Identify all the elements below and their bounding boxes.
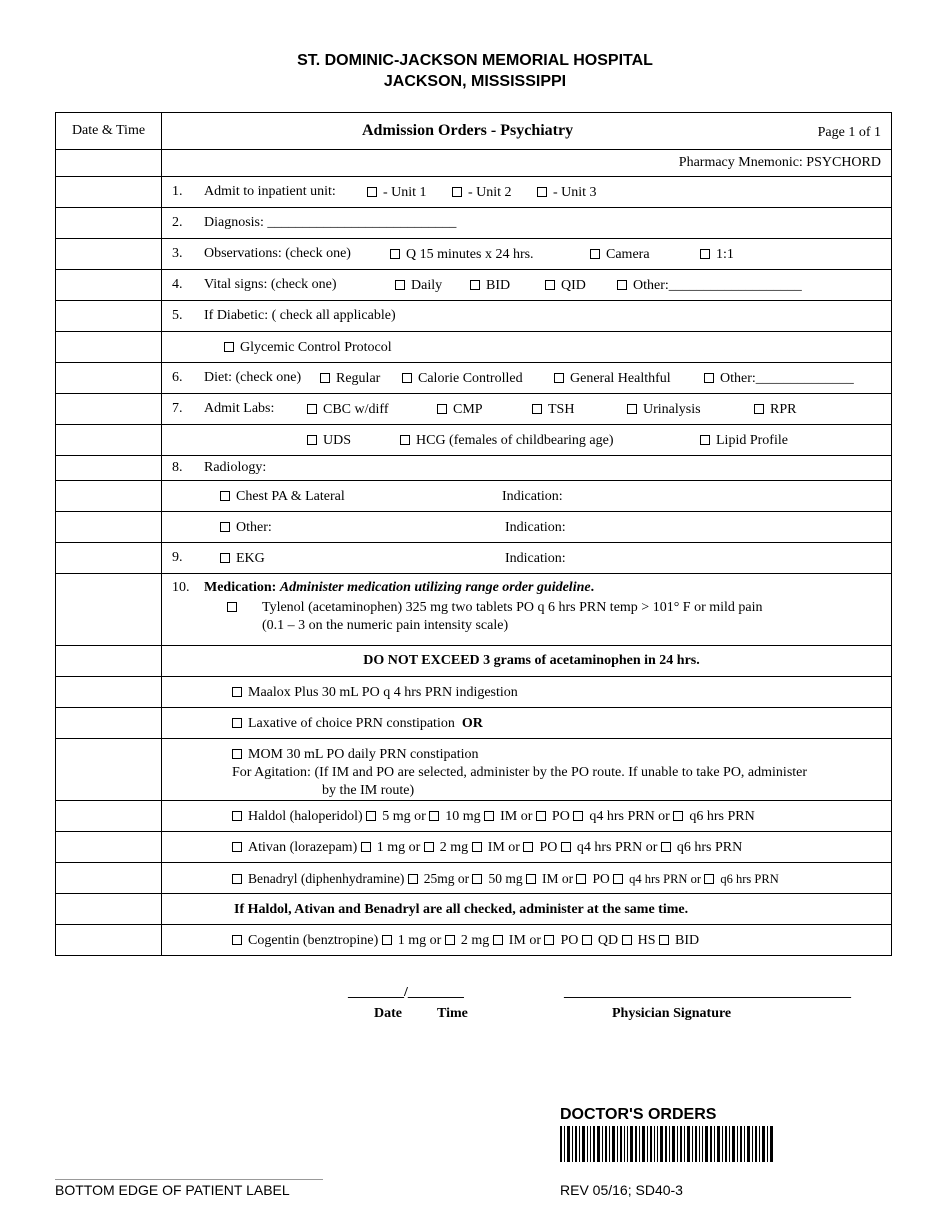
date-cell[interactable] bbox=[56, 239, 162, 270]
combo-note-row bbox=[162, 894, 892, 925]
date-cell[interactable] bbox=[56, 574, 162, 646]
date-cell[interactable] bbox=[56, 456, 162, 481]
date-cell[interactable] bbox=[56, 543, 162, 574]
benadryl-q4-checkbox[interactable] bbox=[613, 874, 623, 884]
ativan-1mg-checkbox[interactable] bbox=[361, 842, 371, 852]
hospital-name: ST. DOMINIC-JACKSON MEMORIAL HOSPITAL bbox=[297, 52, 653, 69]
form-title: Admission Orders - Psychiatry bbox=[362, 122, 574, 139]
date-cell[interactable] bbox=[56, 894, 162, 925]
vitals-other-checkbox[interactable] bbox=[617, 280, 627, 290]
orders-table bbox=[55, 112, 892, 956]
cogentin-hs-checkbox[interactable] bbox=[622, 935, 632, 945]
one-to-one-checkbox[interactable] bbox=[700, 249, 710, 259]
revision-text: REV 05/16; SD40-3 bbox=[560, 1182, 683, 1198]
maalox-checkbox[interactable] bbox=[232, 687, 242, 697]
patient-label-edge bbox=[55, 1179, 323, 1180]
order-5: 5. If Diabetic: ( check all applicable) bbox=[162, 301, 892, 332]
ativan-2mg-checkbox[interactable] bbox=[424, 842, 434, 852]
hospital-location: JACKSON, MISSISSIPPI bbox=[383, 73, 567, 90]
time-label: Time bbox=[437, 1006, 468, 1021]
date-cell[interactable] bbox=[56, 863, 162, 894]
unit3-checkbox[interactable] bbox=[537, 187, 547, 197]
ekg-checkbox[interactable] bbox=[220, 553, 230, 563]
date-cell[interactable] bbox=[56, 832, 162, 863]
order-9: 9. EKG Indication: bbox=[162, 543, 892, 574]
date-time-line[interactable]: ________/________ bbox=[348, 985, 464, 1000]
order-8: 8. Radiology: bbox=[162, 456, 892, 481]
ativan-im-checkbox[interactable] bbox=[472, 842, 482, 852]
order-10: 10. Medication: Administer medication utilizing range order guideline. Tylenol (acetaminophen) 325 mg two tablets PO q 6 hrs PRN temp > 101° F or mild pain (0.1 – 3 on the numeric pain intensity scale) bbox=[162, 574, 892, 646]
order-3: 3. Observations: (check one) Q 15 minutes x 24 hrs. Camera 1:1 bbox=[162, 239, 892, 270]
date-cell[interactable] bbox=[56, 301, 162, 332]
cogentin-bid-checkbox[interactable] bbox=[659, 935, 669, 945]
haldol-im-checkbox[interactable] bbox=[484, 811, 494, 821]
benadryl-row: Benadryl (diphenhydramine) 25mg or 50 mg IM or PO q4 hrs PRN or q6 hrs PRN bbox=[162, 863, 892, 894]
hcg-checkbox[interactable] bbox=[400, 435, 410, 445]
tsh-checkbox[interactable] bbox=[532, 404, 542, 414]
signature-line[interactable]: _________________________________________ bbox=[564, 985, 851, 1000]
date-cell[interactable] bbox=[56, 363, 162, 394]
vitals-qid-checkbox[interactable] bbox=[545, 280, 555, 290]
date-cell[interactable] bbox=[56, 708, 162, 739]
camera-checkbox[interactable] bbox=[590, 249, 600, 259]
ativan-po-checkbox[interactable] bbox=[523, 842, 533, 852]
q15-checkbox[interactable] bbox=[390, 249, 400, 259]
ativan-q6-checkbox[interactable] bbox=[661, 842, 671, 852]
lipid-checkbox[interactable] bbox=[700, 435, 710, 445]
haldol-row: Haldol (haloperidol) 5 mg or 10 mg IM or PO q4 hrs PRN or q6 hrs PRN bbox=[162, 801, 892, 832]
laxative-row: Laxative of choice PRN constipation OR bbox=[162, 708, 892, 739]
haldol-5mg-checkbox[interactable] bbox=[366, 811, 376, 821]
date-cell[interactable] bbox=[56, 208, 162, 239]
cogentin-row: Cogentin (benztropine) 1 mg or 2 mg IM or PO QD HS BID bbox=[162, 925, 892, 956]
ativan-q4-checkbox[interactable] bbox=[561, 842, 571, 852]
doctors-orders-label: DOCTOR'S ORDERS bbox=[560, 1106, 717, 1123]
tylenol-checkbox[interactable] bbox=[227, 602, 237, 612]
mom-agitation-row: MOM 30 mL PO daily PRN constipation For Agitation: (If IM and PO are selected, administer by the PO route. If unable to take PO, administer by the IM route) bbox=[162, 739, 892, 801]
date-cell[interactable] bbox=[56, 425, 162, 456]
haldol-po-checkbox[interactable] bbox=[536, 811, 546, 821]
order-7-more: UDS HCG (females of childbearing age) Lipid Profile bbox=[162, 425, 892, 456]
rpr-checkbox[interactable] bbox=[754, 404, 764, 414]
unit2-checkbox[interactable] bbox=[452, 187, 462, 197]
date-cell[interactable] bbox=[56, 646, 162, 677]
date-cell[interactable] bbox=[56, 801, 162, 832]
ativan-checkbox[interactable] bbox=[232, 842, 242, 852]
diet-regular-checkbox[interactable] bbox=[320, 373, 330, 383]
combo-note: If Haldol, Ativan and Benadryl are all checked, administer at the same time. bbox=[234, 902, 689, 917]
date-label: Date bbox=[374, 1006, 402, 1021]
laxative-checkbox[interactable] bbox=[232, 718, 242, 728]
date-cell[interactable] bbox=[56, 270, 162, 301]
date-cell[interactable] bbox=[56, 925, 162, 956]
mom-checkbox[interactable] bbox=[232, 749, 242, 759]
barcode-icon bbox=[560, 1126, 774, 1162]
physician-signature-label: Physician Signature bbox=[612, 1006, 732, 1021]
date-cell[interactable] bbox=[56, 481, 162, 512]
title-cell bbox=[162, 113, 892, 150]
diet-general-checkbox[interactable] bbox=[554, 373, 564, 383]
order-1: 1. Admit to inpatient unit: - Unit 1 - Unit 2 - Unit 3 bbox=[162, 177, 892, 208]
haldol-q6-checkbox[interactable] bbox=[673, 811, 683, 821]
patient-label-text: BOTTOM EDGE OF PATIENT LABEL bbox=[55, 1182, 290, 1198]
ativan-row: Ativan (lorazepam) 1 mg or 2 mg IM or PO q4 hrs PRN or q6 hrs PRN bbox=[162, 832, 892, 863]
page-number: Page 1 of 1 bbox=[817, 125, 881, 140]
benadryl-25mg-checkbox[interactable] bbox=[408, 874, 418, 884]
cogentin-1mg-checkbox[interactable] bbox=[382, 935, 392, 945]
cogentin-2mg-checkbox[interactable] bbox=[445, 935, 455, 945]
benadryl-checkbox[interactable] bbox=[232, 874, 242, 884]
cogentin-checkbox[interactable] bbox=[232, 935, 242, 945]
order-4: 4. Vital signs: (check one) Daily BID QID Other:___________________ bbox=[162, 270, 892, 301]
unit1-checkbox[interactable] bbox=[367, 187, 377, 197]
cbc-checkbox[interactable] bbox=[307, 404, 317, 414]
order-8-other: Other: Indication: bbox=[162, 512, 892, 543]
date-cell[interactable] bbox=[56, 150, 162, 177]
order-2: 2. Diagnosis: ___________________________ bbox=[162, 208, 892, 239]
date-cell[interactable] bbox=[56, 394, 162, 425]
urinalysis-checkbox[interactable] bbox=[627, 404, 637, 414]
haldol-10mg-checkbox[interactable] bbox=[429, 811, 439, 821]
haldol-q4-checkbox[interactable] bbox=[573, 811, 583, 821]
radiology-other-checkbox[interactable] bbox=[220, 522, 230, 532]
order-8-chest: Chest PA & Lateral Indication: bbox=[162, 481, 892, 512]
order-5-option: Glycemic Control Protocol bbox=[162, 332, 892, 363]
diet-other-checkbox[interactable] bbox=[704, 373, 714, 383]
diagnosis-field[interactable]: Diagnosis: ___________________________ bbox=[204, 215, 457, 230]
cmp-checkbox[interactable] bbox=[437, 404, 447, 414]
date-cell[interactable] bbox=[56, 739, 162, 801]
date-cell[interactable] bbox=[56, 677, 162, 708]
date-time-header: Date & Time bbox=[56, 113, 162, 150]
cogentin-im-checkbox[interactable] bbox=[493, 935, 503, 945]
diet-calorie-checkbox[interactable] bbox=[402, 373, 412, 383]
vitals-daily-checkbox[interactable] bbox=[395, 280, 405, 290]
chest-xray-checkbox[interactable] bbox=[220, 491, 230, 501]
benadryl-po-checkbox[interactable] bbox=[576, 874, 586, 884]
acetaminophen-warning: DO NOT EXCEED 3 grams of acetaminophen in 24 hrs. bbox=[162, 646, 892, 677]
order-6: 6. Diet: (check one) Regular Calorie Controlled General Healthful Other:______________ bbox=[162, 363, 892, 394]
vitals-bid-checkbox[interactable] bbox=[470, 280, 480, 290]
benadryl-q6-checkbox[interactable] bbox=[704, 874, 714, 884]
glycemic-checkbox[interactable] bbox=[224, 342, 234, 352]
uds-checkbox[interactable] bbox=[307, 435, 317, 445]
date-cell[interactable] bbox=[56, 177, 162, 208]
mnemonic: Pharmacy Mnemonic: PSYCHORD bbox=[162, 150, 892, 177]
benadryl-50mg-checkbox[interactable] bbox=[472, 874, 482, 884]
cogentin-qd-checkbox[interactable] bbox=[582, 935, 592, 945]
date-cell[interactable] bbox=[56, 512, 162, 543]
order-7: 7. Admit Labs: CBC w/diff CMP TSH Urinalysis RPR bbox=[162, 394, 892, 425]
benadryl-im-checkbox[interactable] bbox=[526, 874, 536, 884]
maalox-row: Maalox Plus 30 mL PO q 4 hrs PRN indigestion bbox=[162, 677, 892, 708]
haldol-checkbox[interactable] bbox=[232, 811, 242, 821]
date-cell[interactable] bbox=[56, 332, 162, 363]
cogentin-po-checkbox[interactable] bbox=[544, 935, 554, 945]
